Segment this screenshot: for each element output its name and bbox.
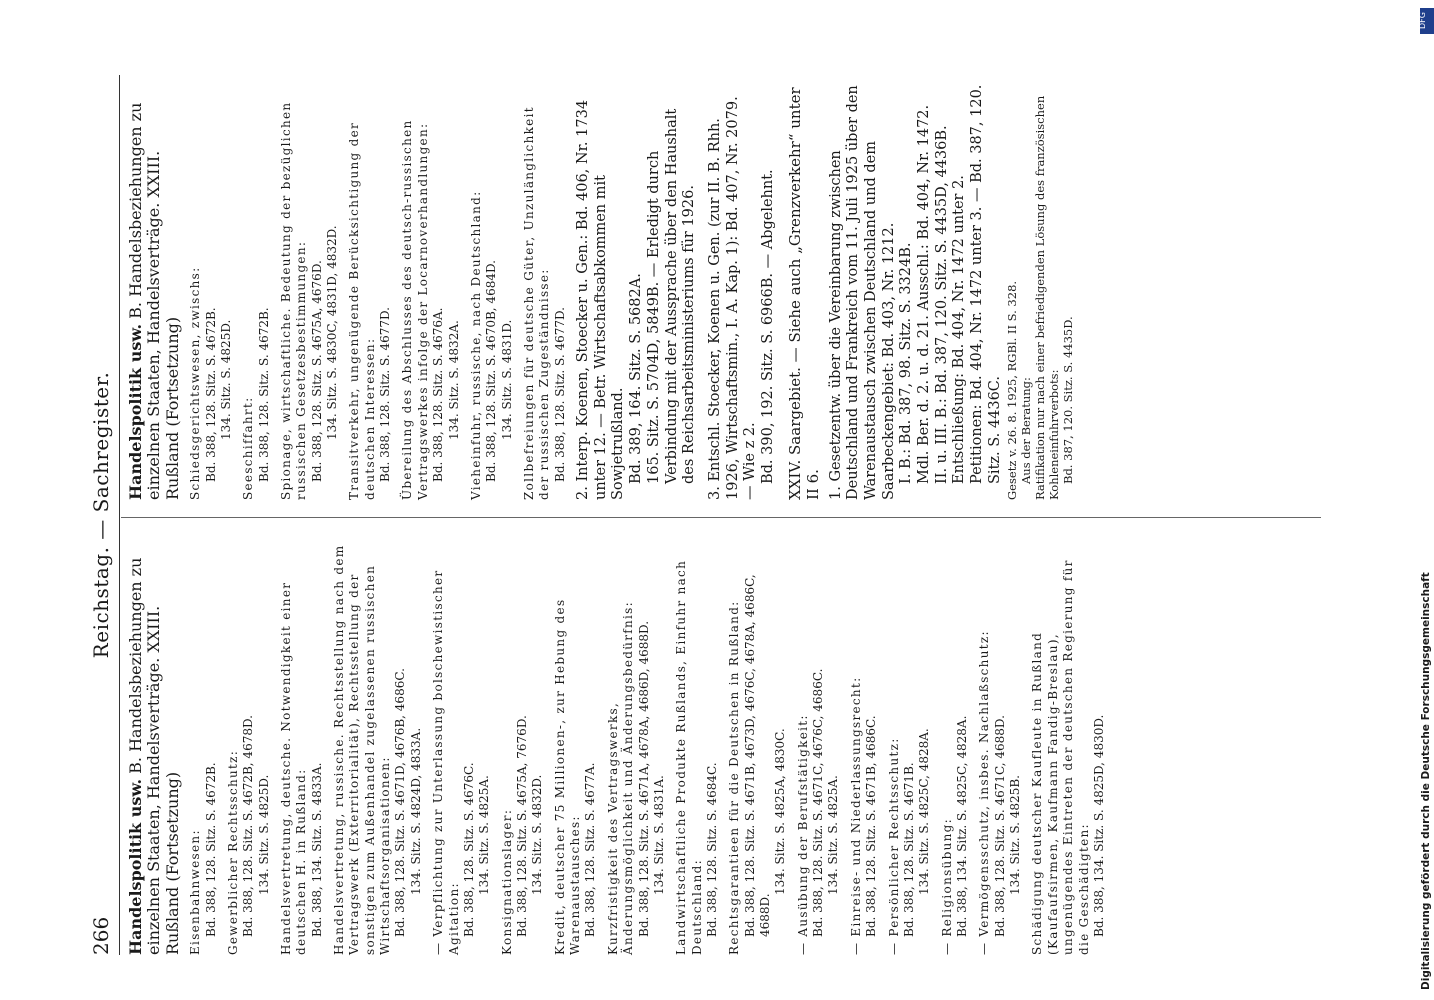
- index-entry: Zollbefreiungen für deutsche Güter, Unzulänglichkeit der russischen Zugeständnisse: Bd. 388, 128. Sitz. S. 4677D.: [522, 106, 567, 500]
- index-entry: Rechtsgarantieen für die Deutschen in Rußland: Bd. 388, 128. Sitz. S. 4671B, 4673D, 4676C, 4678A, 4686C, 4688D. 134. Sitz. S. 4825A, 4830C.: [727, 574, 788, 955]
- column-divider: [121, 517, 1321, 518]
- left-column: [127, 535, 1114, 955]
- index-entry: Landwirtschaftliche Produkte Rußlands, Einfuhr nach Deutschland: Bd. 388, 128. Sitz. S. 4684C.: [674, 559, 719, 955]
- index-entry: Schädigung deutscher Kaufleute in Rußland (Kaufaufsirmen, Kaufmann Fandig-Breslau), ungenügendes Eintreten der deutschen Regierung für die Geschädigten: Bd. 388, 134. Sitz. S. 4825D, 4830D.: [1030, 559, 1106, 955]
- digitization-note: Digitalisierung gefördert durch die Deutsche Forschungsgemeinschaft: [1420, 572, 1432, 990]
- dfg-logo: DFG: [1420, 8, 1434, 34]
- index-entry: Vieheinfuhr, russische, nach Deutschland: Bd. 388, 128. Sitz. S. 4670B, 4684D. 134. Sitz. S. 4831D.: [468, 190, 514, 500]
- index-entry: Handelsvertretung, deutsche. Notwendigkeit einer deutschen H. in Rußland: Bd. 388, 134. Sitz. S. 4833A.: [278, 581, 324, 955]
- index-entry: Gewerblicher Rechtsschutz: Bd. 388, 128. Sitz. S. 4672B, 4678D. 134. Sitz. S. 4825D.: [225, 715, 271, 955]
- section-heading: XXIV. Saargebiet. — Siehe auch „Grenzverkehr“ unter II 6.: [785, 87, 822, 500]
- column-title: Handelspolitik usw. B. Handelsbeziehungen zu einzelnen Staaten, Handelsverträge. XXIII. Rußland (Fortsetzung): [126, 102, 182, 500]
- index-entry: — Verpflichtung zur Unterlassung bolschewistischer Agitation: Bd. 388, 128. Sitz. S. 4676C. 134. Sitz. S. 4825A.: [431, 569, 492, 955]
- index-entry: Übereilung des Abschlusses des deutsch-russischen Vertragswerkes infolge der Locarnoverhandlungen: Bd. 388, 128. Sitz. S. 4676A. 134. Sitz. S. 4832A.: [400, 119, 461, 500]
- index-entry: — Ausübung der Berufstätigkeit: Bd. 388, 128. Sitz. S. 4671C, 4676C, 4686C. 134. Sitz. S. 4825A.: [795, 668, 841, 955]
- index-entry: Spionage, wirtschaftliche. Bedeutung der bezüglichen russischen Gesetzesbestimmungen: Bd. 388, 128. Sitz. S. 4675A, 4676D. 134. Sitz. S. 4830C, 4831D, 4832D.: [278, 101, 340, 500]
- numbered-item: 2. Interp. Koenen, Stoecker u. Gen.: Bd. 406, Nr. 1734 unter 12. — Betr. Wirtschaftsabkommen mit Sowjetrußland. Bd. 389, 164. Sitz. S. 5682A. 165. Sitz. S. 5704D, 5849B. — Erledigt durch Verbindung mit der Aussprache über den Haushalt des Reichsarbeitsministeriums für 1926.: [575, 99, 698, 500]
- header-rule: [119, 75, 120, 955]
- document-page: [85, 75, 1385, 955]
- index-entry: — Vermögensschutz, insbes. Nachlaßschutz: Bd. 388, 128. Sitz. S. 4671C, 4688D. 134. Sitz. S. 4825B.: [977, 630, 1023, 955]
- page-number: 266: [89, 916, 113, 955]
- numbered-item: 3. Entschl. Stoecker, Koenen u. Gen. (zur II. B. Rhh. 1926, Wirtschaftsmin., I. A. Kap. 1): Bd. 407, Nr. 2079. — Wie z 2. Bd. 390, 192. Sitz. S. 6966B. — Abgelehnt.: [706, 96, 776, 500]
- index-entry: Transitverkehr, ungenügende Berücksichtigung der deutschen Interessen: Bd. 388, 128. Sitz. S. 4677D.: [347, 121, 393, 500]
- right-column: [127, 80, 1083, 500]
- index-entry: Konsignationslager: Bd. 388, 128. Sitz. S. 4675A, 7676D. 134. Sitz. S. 4832D.: [499, 715, 545, 955]
- numbered-item: 1. Gesetzentw. über die Vereinbarung zwischen Deutschland und Frankreich vom 11. Juli 1925 über den Warenaustausch zwischen Deutschland und dem Saarbeckengebiet: Bd. 403, Nr. 1212. I. B.: Bd. 387, 98. Sitz. S. 3324B. Mdl. Ber. d. 2. u. d. 21. Ausschl.: Bd. 404, Nr. 1472. II. u. III. B.: Bd. 387, 120. Sitz. S. 4435D, 4436B. Entschließung: Bd. 404, Nr. 1472 unter 2. Petitionen: Bd. 404, Nr. 1472 unter 3. — Bd. 387, 120. Sitz. S. 4436C. Gesetz v. 26. 8. 1925, RGBl. II S. 328. Aus der Beratung: Ratifikation nur nach einer befriedigenden Lösung des französischen Kohleneinfuhrverbots: Bd. 387, 120. Sitz. S. 4435D.: [827, 84, 1075, 500]
- column-title: Handelspolitik usw. B. Handelsbeziehungen zu einzelnen Staaten, Handelsverträge. XXIII. Rußland (Fortsetzung): [126, 557, 182, 955]
- index-entry: Handelsvertretung, russische. Rechtsstellung nach dem Vertragswerk (Exterritorialität), Rechtsstellung der sonstigen zum Außenhandel zugelassenen russischen Wirtschaftsorganisationen: Bd. 388, 128. Sitz. S. 4671D, 4676B, 4686C. 134. Sitz. S. 4824D, 4833A.: [332, 544, 423, 955]
- index-entry: Eisenbahnwesen: Bd. 388, 128. Sitz. S. 4672B.: [188, 762, 218, 955]
- index-entry: — Einreise- und Niederlassungsrecht: Bd. 388, 128. Sitz. S. 4671B, 4686C.: [848, 676, 879, 955]
- index-entry: Kurzfristigkeit des Vertragswerks, Änderungsmöglichkeit und Änderungsbedürfnis: Bd. 388, 128. Sitz. S. 4671A, 4678A, 4686D, 4688D. 134. Sitz. S. 4831A.: [605, 601, 666, 955]
- running-title: Reichstag. — Sachregister.: [89, 371, 113, 659]
- index-entry: Schiedsgerichtswesen, zwischs: Bd. 388, 128. Sitz. S. 4672B. 134. Sitz. S. 4825D.: [188, 266, 233, 500]
- index-entry: — Persönlicher Rechtsschutz: Bd. 388, 128. Sitz. S. 4671B. 134. Sitz. S. 4825C, 4828A.: [886, 728, 932, 955]
- index-entry: Kredit, deutscher 75 Millionen-, zur Hebung des Warenaustausches: Bd. 388, 128. Sitz. S. 4677A.: [552, 598, 598, 955]
- index-entry: Seeschiffahrt: Bd. 388, 128. Sitz. S. 4672B.: [241, 307, 271, 500]
- index-entry: — Religionsübung: Bd. 388, 134. Sitz. S. 4825C, 4828A.: [939, 715, 969, 955]
